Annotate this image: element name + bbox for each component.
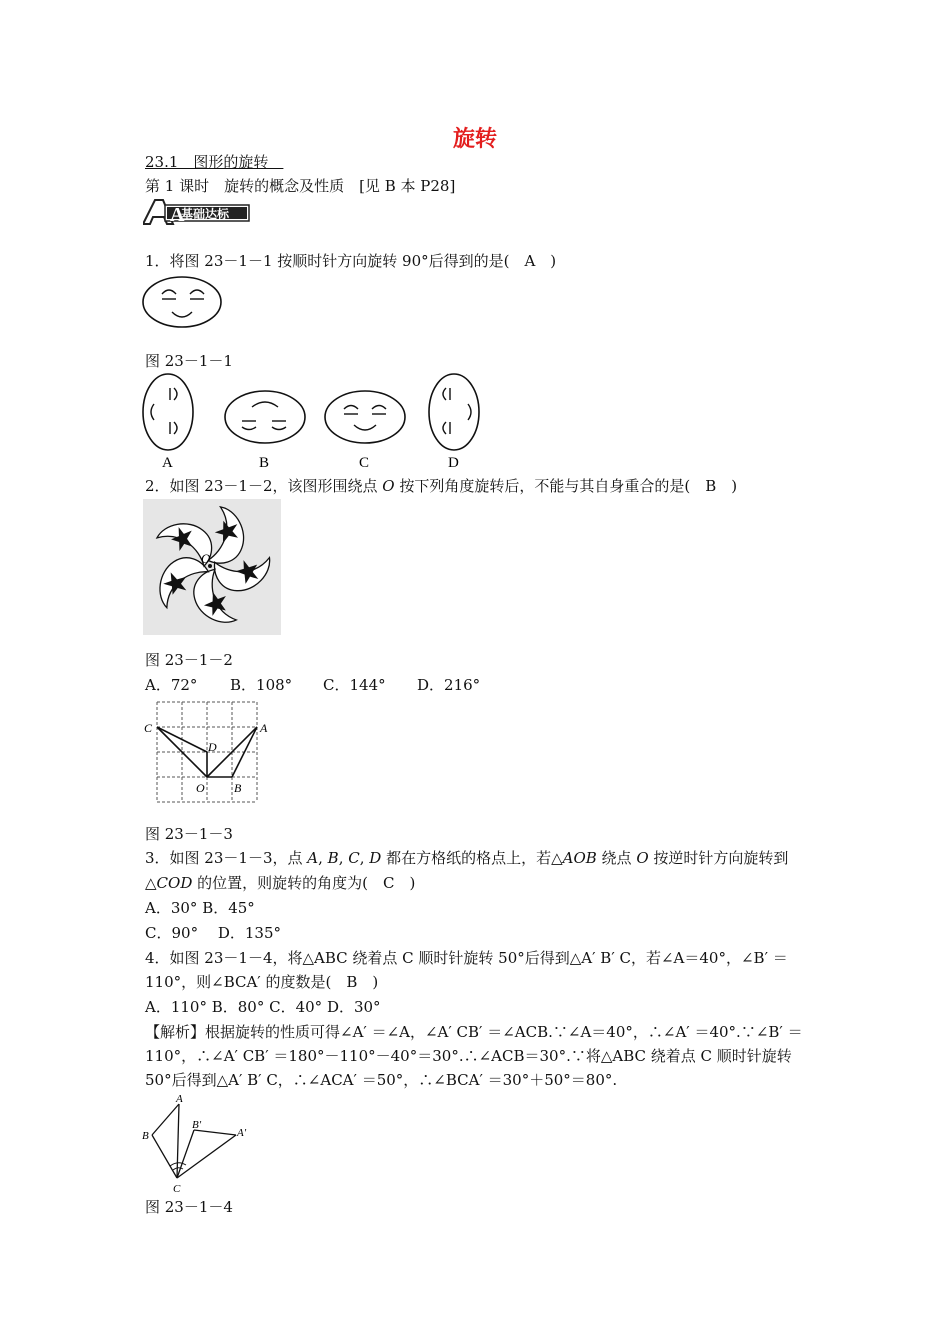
option-d-label: D bbox=[448, 455, 459, 471]
q2-star-figure bbox=[143, 499, 281, 635]
q3-figure-caption: 图 23－1－3 bbox=[145, 825, 233, 843]
badge-letter: A bbox=[170, 204, 185, 226]
q1-options-figure bbox=[140, 372, 485, 472]
q3-label-a: A bbox=[260, 721, 268, 735]
q2-point-o-label: O bbox=[201, 551, 211, 566]
option-c-label: C bbox=[359, 455, 370, 471]
section-heading: 23.1 图形的旋转 bbox=[145, 153, 284, 171]
q2-option-d: D．216° bbox=[417, 676, 481, 694]
page-title: 旋转 bbox=[452, 126, 497, 152]
option-c-face bbox=[325, 391, 405, 443]
q3-stem-line1: 3．如图 23－1－3，点 A, B, C, D 都在方格纸的格点上，若△AOB 绕点 O 按逆时针方向旋转到 bbox=[145, 849, 789, 867]
q2-figure-caption: 图 23－1－2 bbox=[145, 651, 233, 669]
option-a-face bbox=[143, 374, 193, 450]
q4-label-c: C bbox=[173, 1183, 181, 1194]
q1-face-figure bbox=[140, 274, 224, 330]
q4-options: A．110° B．80° C．40° D．30° bbox=[145, 998, 381, 1016]
option-b-face bbox=[225, 391, 305, 443]
q3-label-c: C bbox=[144, 721, 153, 735]
basic-level-badge bbox=[143, 198, 253, 226]
q2-stem: 2．如图 23－1－2，该图形围绕点 O 按下列角度旋转后，不能与其自身重合的是( B ) bbox=[145, 477, 738, 495]
q3-options-line1: A．30° B．45° bbox=[145, 899, 255, 917]
q2-options bbox=[145, 674, 480, 695]
q4-stem: 4．如图 23－1－4，将△ABC 绕着点 C 顺时针旋转 50°后得到△A′ B′ C，若∠A＝40°，∠B′ ＝110°，则∠BCA′ 的度数是( B ) bbox=[145, 949, 788, 991]
q4-label-b-prime: B′ bbox=[192, 1119, 202, 1131]
option-a-label: A bbox=[162, 455, 173, 471]
q3-label-o: O bbox=[196, 781, 205, 795]
q2-option-c: C．144° bbox=[323, 676, 386, 694]
q3-stem-line2: △COD 的位置，则旋转的角度为( C ) bbox=[145, 874, 416, 892]
option-b-label: B bbox=[259, 455, 270, 471]
q4-triangle-figure bbox=[140, 1092, 260, 1194]
q3-label-d: D bbox=[208, 740, 217, 754]
option-d-face bbox=[429, 374, 479, 450]
lesson-heading: 第 1 课时 旋转的概念及性质 [见 B 本 P28] bbox=[145, 177, 456, 195]
q3-options-line2: C．90° D．135° bbox=[145, 924, 281, 942]
q2-option-a: A．72° bbox=[145, 676, 198, 694]
q3-grid-figure bbox=[140, 698, 275, 810]
q1-stem: 1．将图 23－1－1 按顺时针方向旋转 90°后得到的是( A ) bbox=[145, 252, 557, 270]
q4-label-a: A bbox=[176, 1093, 183, 1105]
q1-figure-caption: 图 23－1－1 bbox=[145, 352, 233, 370]
q2-option-b: B．108° bbox=[230, 676, 293, 694]
q4-analysis: 【解析】根据旋转的性质可得∠A′ ＝∠A，∠A′ CB′ ＝∠ACB.∵∠A＝40°，∴∠A′ ＝40°.∵∠B′ ＝110°，∴∠A′ CB′ ＝180°－110°－40°＝30°.∴∠ACB＝30°.∵将△ABC 绕着点 C 顺时针旋转 50°后得到△A′ B′ C，∴∠ACA′ ＝50°，∴∠BCA′ ＝30°＋50°＝80°. bbox=[145, 1023, 803, 1089]
q4-label-a-prime: A′ bbox=[237, 1127, 247, 1139]
q4-label-b: B bbox=[142, 1130, 149, 1142]
q4-figure-caption: 图 23－1－4 bbox=[145, 1198, 233, 1216]
q3-label-b: B bbox=[234, 781, 242, 795]
badge-text: 基础达标 bbox=[181, 207, 230, 221]
